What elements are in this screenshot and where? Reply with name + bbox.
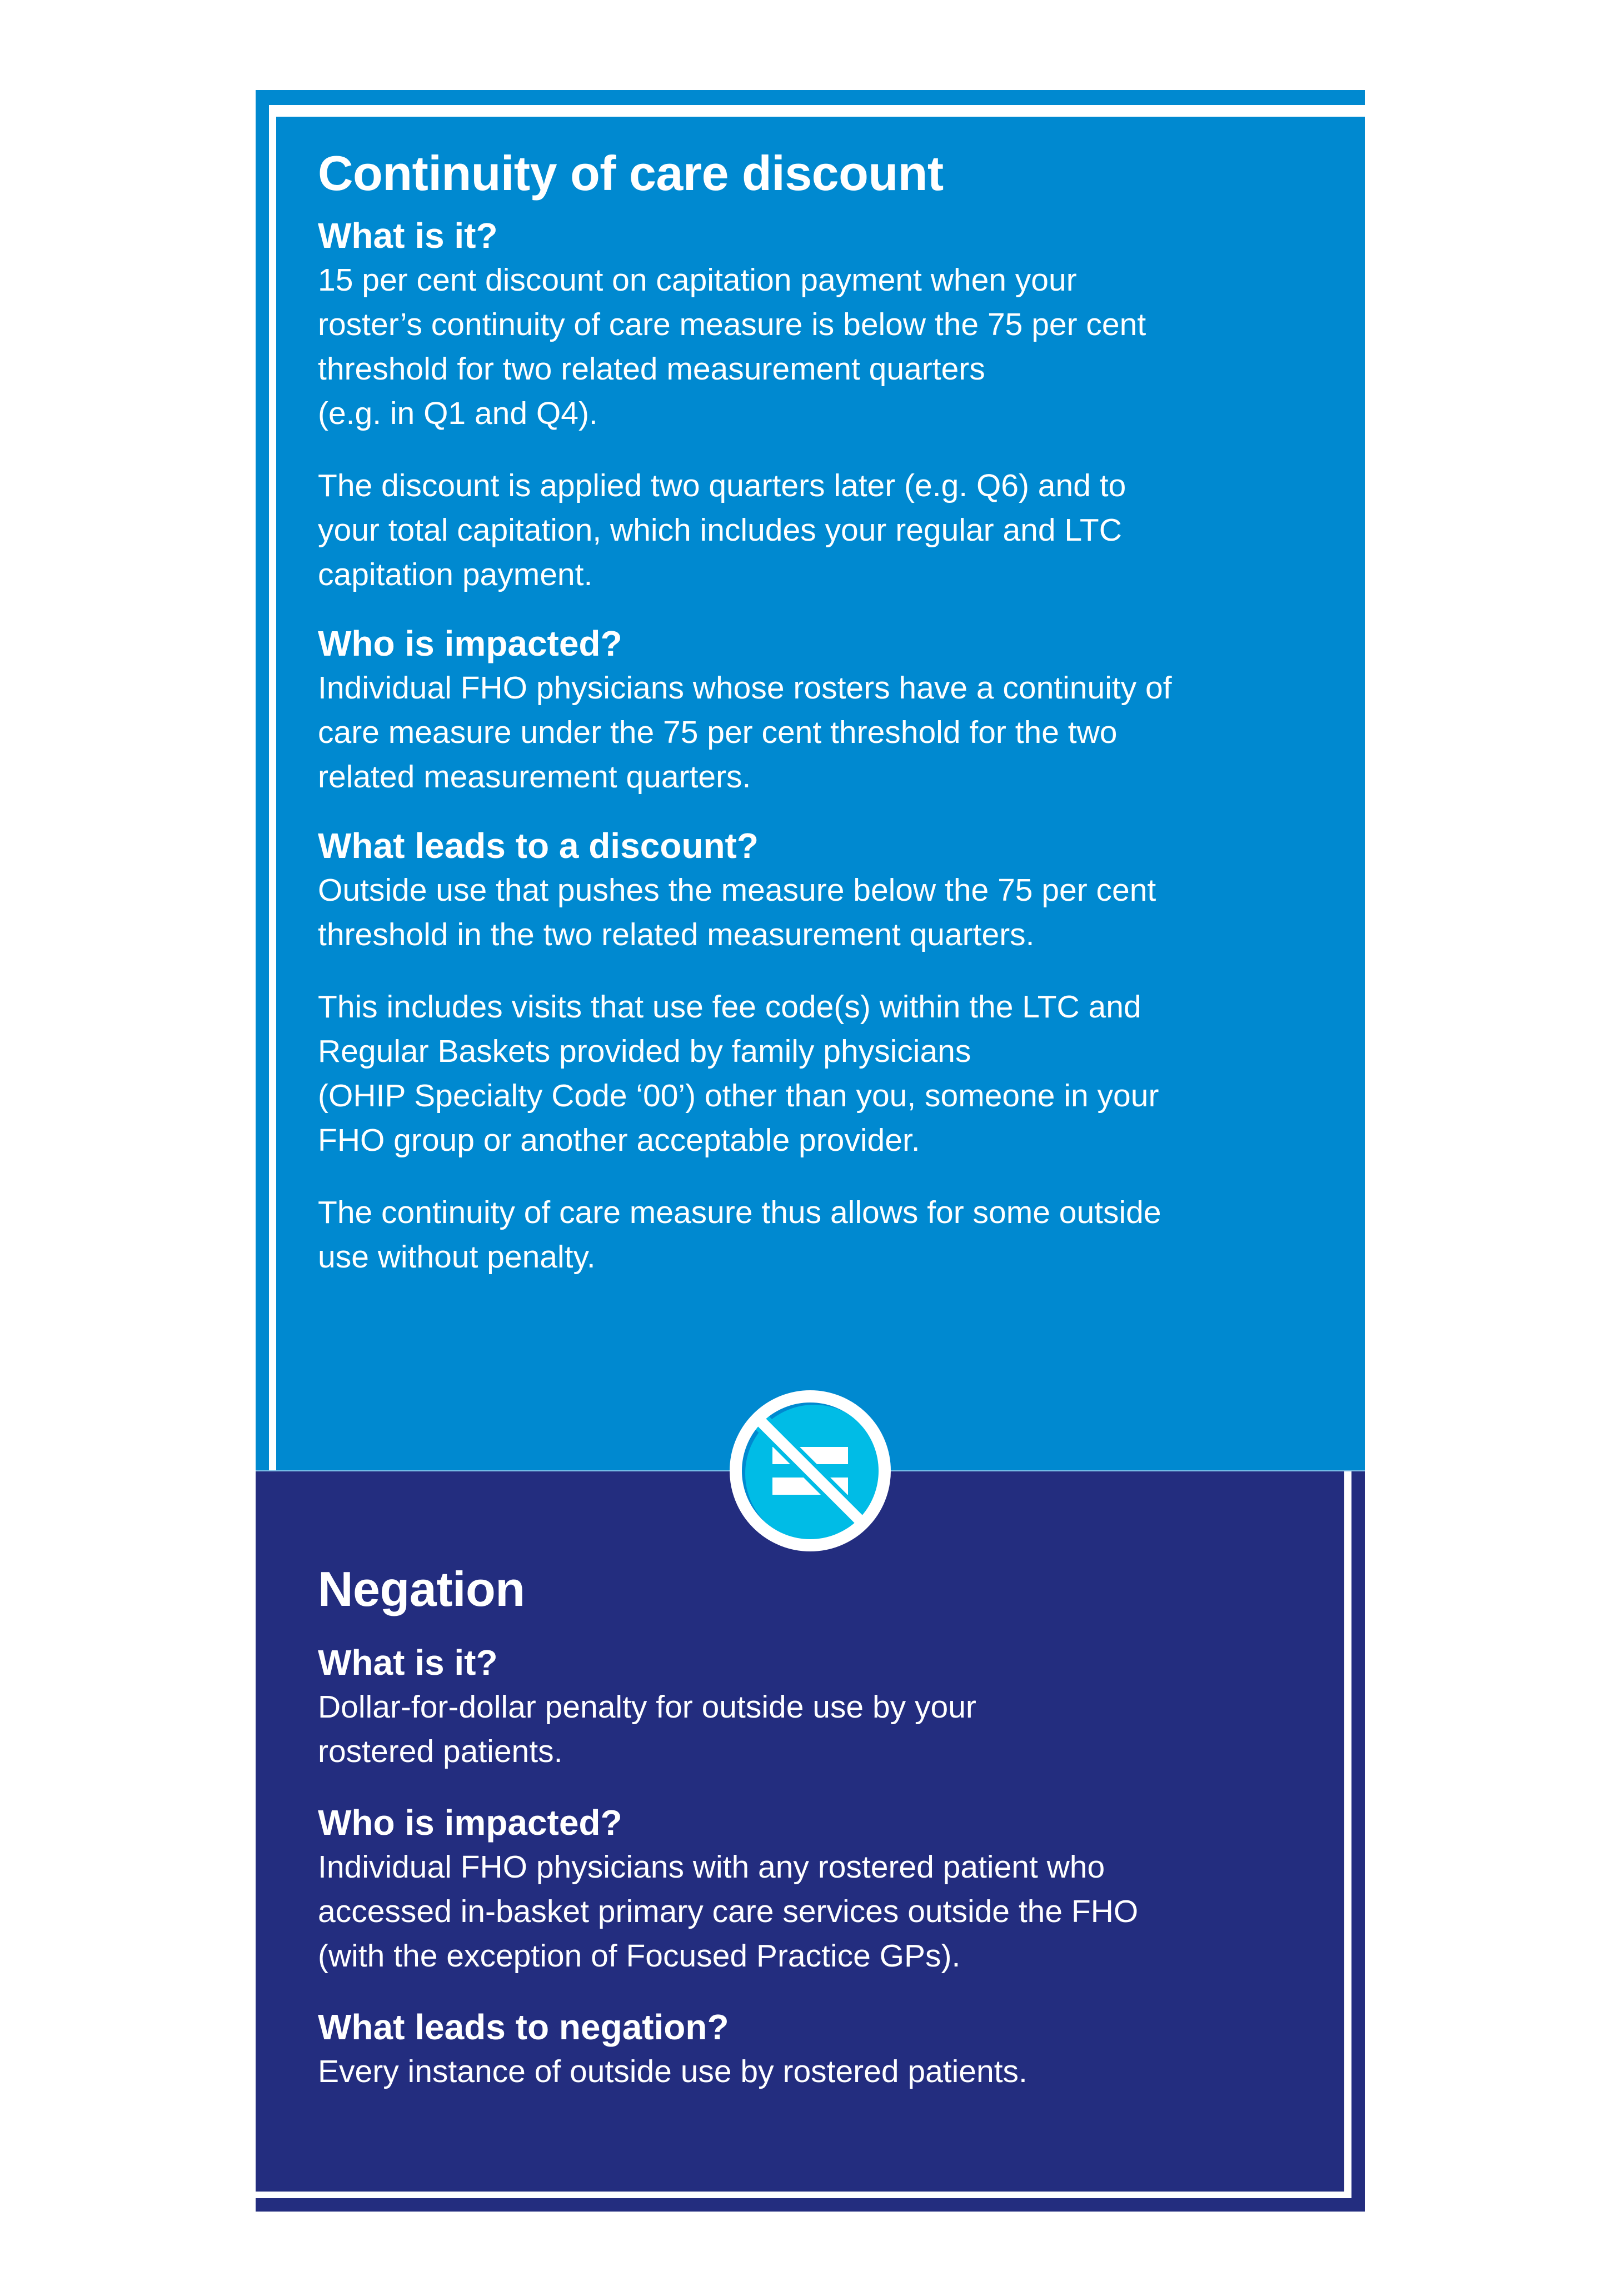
negation-who-paragraph: Individual FHO physicians with any rostered patient who accessed in-basket primary care services outside the FHO (with the exception of Focused Practice GPs).	[318, 1849, 1139, 1974]
negation-who-group	[318, 1800, 1329, 1978]
continuity-who-paragraph: Individual FHO physicians whose rosters have a continuity of care measure under the 75 per cent threshold for the two related measurement quarters.	[318, 670, 1172, 795]
negation-who-heading: Who is impacted?	[318, 1803, 622, 1843]
frame-border-left	[269, 105, 276, 1471]
continuity-what-paragraph: 15 per cent discount on capitation payment when your roster’s continuity of care measure is below the 75 per cent threshold for two related measurement quarters (e.g. in Q1 and Q4).	[318, 262, 1146, 431]
frame-border-top	[269, 105, 1365, 117]
continuity-leads-paragraph: This includes visits that use fee code(s) within the LTC and Regular Baskets provided by family physicians (OHIP Specialty Code ‘00’) other than you, someone in your FHO group or another acceptable provider.	[318, 989, 1159, 1158]
frame-border-right	[1344, 1471, 1351, 2198]
negation-what-group	[318, 1640, 1329, 1774]
negation-what-paragraph: Dollar-for-dollar penalty for outside use by your rostered patients.	[318, 1689, 976, 1769]
continuity-who-group	[318, 621, 1329, 799]
negation-leads-group	[318, 2005, 1329, 2094]
continuity-what-group	[318, 213, 1329, 597]
continuity-leads-paragraph: The continuity of care measure thus allows for some outside use without penalty.	[318, 1195, 1161, 1275]
negation-title: Negation	[318, 1561, 525, 1616]
continuity-leads-paragraph: Outside use that pushes the measure below the 75 per cent threshold in the two related measurement quarters.	[318, 872, 1156, 952]
continuity-title: Continuity of care discount	[318, 146, 944, 201]
not-equal-prohibited-icon	[730, 1390, 891, 1551]
continuity-section	[318, 146, 1329, 1304]
negation-what-heading: What is it?	[318, 1643, 498, 1683]
continuity-what-heading: What is it?	[318, 216, 498, 256]
continuity-who-heading: Who is impacted?	[318, 623, 622, 663]
continuity-leads-group	[318, 823, 1329, 1279]
negation-leads-heading: What leads to negation?	[318, 2007, 729, 2047]
frame-border-bottom	[256, 2192, 1351, 2198]
continuity-leads-heading: What leads to a discount?	[318, 826, 759, 866]
negation-leads-paragraph: Every instance of outside use by rostered patients.	[318, 2054, 1028, 2089]
continuity-what-paragraph: The discount is applied two quarters later (e.g. Q6) and to your total capitation, which includes your regular and LTC capitation payment.	[318, 468, 1126, 592]
negation-section	[318, 1561, 1329, 2120]
